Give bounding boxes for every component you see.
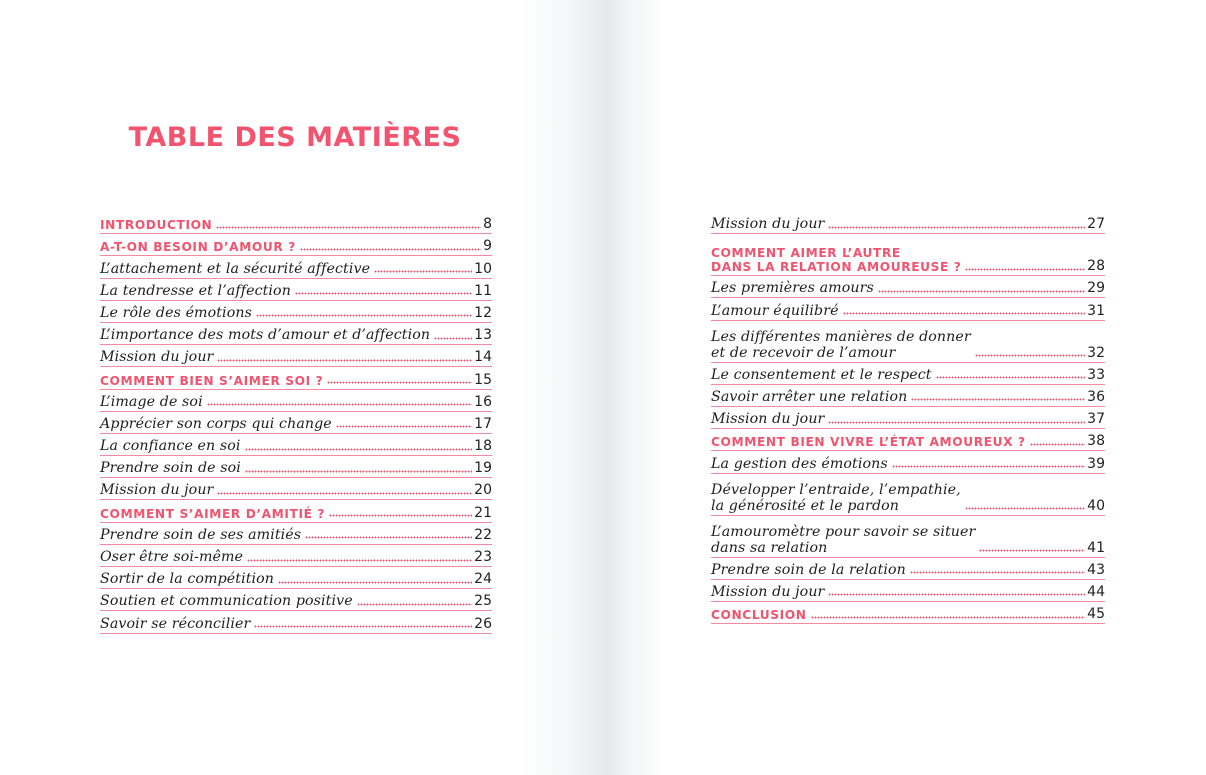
toc-entry-label [711,216,828,233]
dot-leader [327,381,472,385]
dot-leader [828,593,1085,597]
dot-leader [245,447,473,451]
toc-page-number: 26 [474,615,492,632]
toc-page-number: 39 [1087,455,1105,472]
dot-leader [910,571,1085,575]
toc-entry [711,580,1105,602]
toc-entry-label [100,527,305,544]
toc-entry-label-line: A-T-ON BESOIN D’AMOUR ? [100,240,296,255]
dot-leader [256,314,472,318]
toc-entry [100,478,492,500]
dot-leader [336,425,472,429]
toc-page-number: 12 [474,304,492,321]
toc-entry-label [711,524,979,557]
toc-page-number: 10 [474,260,492,277]
toc-page-number: 11 [474,282,492,299]
toc-page-number: 29 [1087,280,1105,297]
dot-leader [254,625,472,629]
dot-leader [892,465,1085,469]
toc-page-number: 8 [483,216,492,233]
toc-entry [100,412,492,434]
toc-entry-label [100,549,247,566]
toc-page-number: 16 [474,393,492,410]
toc-entry-label-line: Oser être soi-même [100,549,244,565]
toc-page-number: 18 [474,438,492,455]
toc-entry-label [100,593,357,610]
toc-entry-label-line: L’importance des mots d’amour et d’affection [100,327,431,344]
dot-leader [217,358,472,362]
toc-entry-label-line: Prendre soin de ses amitiés [100,526,302,543]
toc-section-heading [100,367,492,389]
dot-leader [828,420,1085,424]
toc-page-number: 15 [474,371,492,388]
toc-entry [100,523,492,545]
dot-leader [207,403,472,407]
toc-entry-label-line: CONCLUSION [711,608,807,623]
toc-entry-label [100,261,374,278]
toc-entry-label-line: Les différentes manières de donner [711,328,971,345]
toc-page-number: 19 [474,460,492,477]
toc-list-left [100,212,492,634]
toc-entry-label [100,218,216,233]
toc-entry-label [100,482,217,499]
toc-page-number: 33 [1087,366,1105,383]
dot-leader [216,225,481,229]
toc-page-number: 13 [474,327,492,344]
toc-entry [100,567,492,589]
toc-page-number: 40 [1087,497,1105,514]
toc-entry-label [711,411,828,428]
dot-leader [1030,442,1086,446]
dot-leader [911,398,1085,402]
dot-leader [811,615,1086,619]
toc-page-number: 27 [1087,216,1105,233]
toc-page-number: 43 [1087,561,1105,578]
toc-entry-label-line: Savoir se réconcilier [100,615,251,632]
toc-page-number: 24 [474,571,492,588]
toc-page-number: 21 [474,504,492,521]
toc-section-heading [100,212,492,234]
toc-entry-label-line: Développer l’entraide, l’empathie, [711,481,961,498]
toc-page-number: 20 [474,482,492,499]
toc-page-number: 38 [1087,433,1105,450]
toc-entry-label-line: COMMENT S’AIMER D’AMITIÉ ? [100,506,326,521]
toc-entry [711,558,1105,580]
toc-entry [100,611,492,633]
dot-leader [979,549,1085,553]
dot-leader [300,247,481,251]
toc-entry [711,212,1105,234]
toc-page-number: 23 [474,549,492,565]
dot-leader [357,602,472,606]
toc-page-number: 31 [1087,302,1105,319]
dot-leader [305,536,472,540]
toc-entry [100,279,492,301]
toc-entry-label [100,283,295,300]
toc-page-number: 32 [1087,344,1105,361]
toc-entry [100,301,492,323]
toc-entry-label-line: COMMENT BIEN S’AIMER SOI ? [100,373,324,388]
toc-entry [100,345,492,367]
toc-entry [711,451,1105,473]
toc-entry-label-line: INTRODUCTION [100,218,213,233]
toc-page-number: 14 [474,349,492,366]
dot-leader [843,312,1086,316]
toc-entry-label [100,327,434,344]
toc-entry-label-line: L’amour équilibré [711,302,839,319]
toc-entry [100,434,492,456]
toc-entry-label-line: COMMENT BIEN VIVRE L’ÉTAT AMOUREUX ? [711,435,1026,450]
toc-page-number: 41 [1087,539,1105,556]
toc-page-number: 9 [483,238,492,255]
toc-entry-label-line: Le rôle des émotions [100,304,252,321]
dot-leader [965,507,1085,511]
toc-entry [711,385,1105,407]
dot-leader [965,267,1085,271]
toc-page-number: 44 [1087,583,1105,600]
dot-leader [878,289,1085,293]
toc-page-number: 28 [1087,258,1105,275]
toc-entry-label [100,571,278,588]
dot-leader [374,270,472,274]
toc-entry-label-line: L’attachement et la sécurité affective [100,260,371,277]
toc-entry [100,456,492,478]
toc-section-heading [711,234,1105,276]
toc-entry-label [100,374,327,389]
toc-entry-label-line: Savoir arrêter une relation [711,388,908,405]
toc-list-right [711,212,1105,624]
toc-entry-label-line: Sortir de la compétition [100,571,275,588]
toc-entry-label-line: La tendresse et l’affection [100,282,291,299]
toc-entry-label-line: L’amouromètre pour savoir se situer [711,523,976,540]
page-title: TABLE DES MATIÈRES [128,122,462,153]
dot-leader [217,491,472,495]
toc-entry-label [100,416,336,433]
toc-page-number: 17 [474,415,492,432]
toc-entry-label [100,394,207,411]
dot-leader [975,354,1085,358]
toc-entry [100,323,492,345]
toc-entry-label-line: Mission du jour [711,583,825,600]
toc-entry-label [711,482,965,515]
toc-entry-label [711,303,843,320]
toc-entry-label-line: dans sa relation [711,539,828,556]
toc-entry-label [711,367,936,384]
toc-section-heading [100,234,492,256]
toc-entry-label [100,349,217,366]
dot-leader [295,292,472,296]
toc-entry-label [711,584,828,601]
toc-entry-label-line: DANS LA RELATION AMOUREUSE ? [711,260,962,275]
toc-entry [100,390,492,412]
toc-section-heading [711,602,1105,624]
toc-entry-label-line: Apprécier son corps qui change [100,415,332,432]
toc-entry [711,516,1105,558]
toc-entry-label-line: Prendre soin de soi [100,460,241,477]
toc-page-number: 36 [1087,388,1105,405]
dot-leader [828,225,1085,229]
toc-page-number: 37 [1087,411,1105,428]
toc-page-number: 22 [474,526,492,543]
toc-entry-label [711,435,1030,450]
toc-entry-label-line: COMMENT AIMER L’AUTRE [711,246,901,261]
toc-entry-label [711,608,811,623]
toc-entry-label-line: Mission du jour [100,349,214,366]
toc-entry [711,276,1105,298]
toc-entry [711,298,1105,320]
toc-section-heading [100,500,492,522]
toc-entry-label-line: la générosité et le pardon [711,497,900,514]
toc-entry-label-line: Mission du jour [711,411,825,428]
toc-entry-label [100,460,245,477]
toc-entry-label-line: Mission du jour [100,482,214,499]
dot-leader [278,580,472,584]
dot-leader [245,469,472,473]
toc-entry [711,321,1105,363]
toc-entry-label [100,305,256,322]
toc-page-number: 25 [474,593,492,610]
toc-entry [711,363,1105,385]
toc-entry-label [711,280,878,297]
toc-entry-label-line: Le consentement et le respect [711,366,932,383]
toc-page-number: 45 [1087,606,1105,623]
toc-entry-label [711,246,965,275]
toc-entry [711,474,1105,516]
toc-entry-label [711,389,911,406]
toc-entry-label [100,240,300,255]
toc-entry-label [100,507,329,522]
dot-leader [329,514,472,518]
toc-entry-label-line: et de recevoir de l’amour [711,344,896,361]
toc-entry-label [711,456,892,473]
toc-entry-label [711,329,975,362]
toc-entry [100,589,492,611]
toc-entry-label-line: Prendre soin de la relation [711,561,906,578]
dot-leader [434,336,472,340]
toc-entry-label-line: Les premières amours [711,280,874,297]
toc-entry-label-line: L’image de soi [100,393,203,410]
toc-entry-label [711,562,910,579]
toc-entry-label-line: Soutien et communication positive [100,593,353,610]
toc-entry-label [100,438,245,455]
toc-entry-label-line: Mission du jour [711,216,825,233]
dot-leader [247,558,472,562]
toc-entry [100,545,492,567]
toc-entry [711,407,1105,429]
toc-section-heading [711,429,1105,451]
toc-entry [100,256,492,278]
toc-entry-label-line: La confiance en soi [100,438,241,455]
toc-entry-label-line: La gestion des émotions [711,455,888,472]
toc-entry-label [100,616,254,633]
dot-leader [936,376,1086,380]
